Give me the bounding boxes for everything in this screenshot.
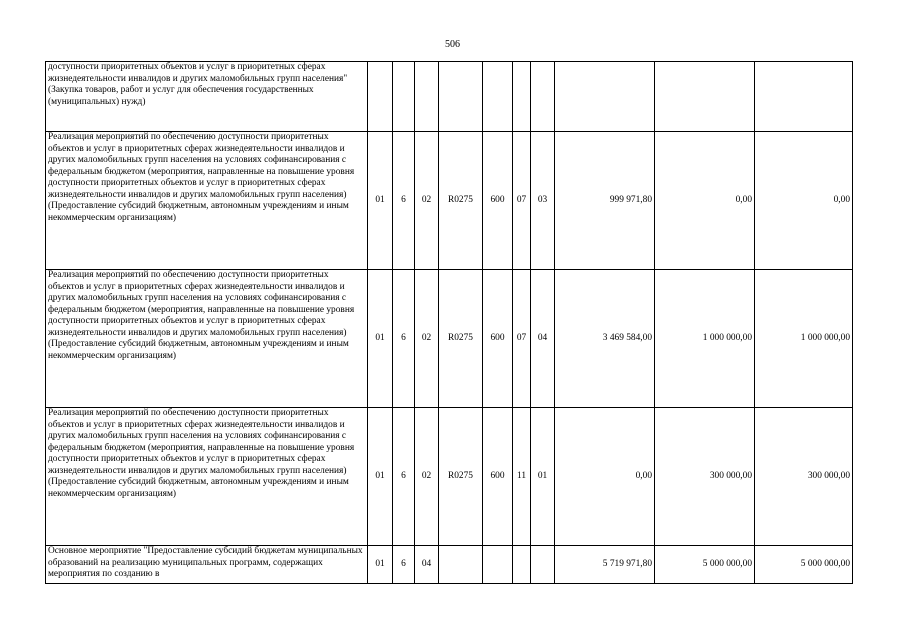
section-code: 07 — [513, 270, 531, 408]
expense-type-code: 600 — [483, 408, 513, 546]
direction-code: R0275 — [439, 132, 483, 270]
program-code: 01 — [368, 132, 393, 270]
expense-type-code — [483, 62, 513, 132]
section-code — [513, 62, 531, 132]
section-code: 11 — [513, 408, 531, 546]
table-row — [46, 270, 853, 408]
program-code: 01 — [368, 546, 393, 584]
amount-1: 5 719 971,80 — [555, 546, 655, 584]
amount-2: 300 000,00 — [655, 408, 755, 546]
table-row — [46, 546, 853, 584]
amount-3: 5 000 000,00 — [755, 546, 853, 584]
program-code — [368, 62, 393, 132]
table-row — [46, 132, 853, 270]
subsection-code: 03 — [531, 132, 555, 270]
row-description: доступности приоритетных объектов и услуг в приоритетных сферах жизнедеятельности инвалидов и других маломобильных групп населения" (Закупка товаров, работ и услуг для обеспечения государственных (муниципальных) нужд) — [46, 62, 368, 132]
row-description: Реализация мероприятий по обеспечению доступности приоритетных объектов и услуг в приоритетных сферах жизнедеятельности инвалидов и других маломобильных групп населения на условиях софинансирования с федеральным бюджетом (мероприятия, направленные на повышение уровня доступности приоритетных объектов и услуг в приоритетных сферах жизнедеятельности инвалидов и других маломобильных групп населения) (Предоставление субсидий бюджетным, автономным учреждениям и иным некоммерческим организациям) — [46, 132, 368, 270]
subsection-code — [531, 62, 555, 132]
main-event-code: 02 — [415, 270, 439, 408]
main-event-code: 04 — [415, 546, 439, 584]
amount-3 — [755, 62, 853, 132]
amount-2: 5 000 000,00 — [655, 546, 755, 584]
subprogram-code: 6 — [393, 546, 415, 584]
amount-2: 0,00 — [655, 132, 755, 270]
program-code: 01 — [368, 408, 393, 546]
amount-1: 999 971,80 — [555, 132, 655, 270]
direction-code: R0275 — [439, 270, 483, 408]
amount-1 — [555, 62, 655, 132]
expense-type-code: 600 — [483, 132, 513, 270]
section-code: 07 — [513, 132, 531, 270]
subprogram-code: 6 — [393, 270, 415, 408]
subprogram-code: 6 — [393, 408, 415, 546]
main-event-code — [415, 62, 439, 132]
subsection-code: 04 — [531, 270, 555, 408]
amount-3: 300 000,00 — [755, 408, 853, 546]
amount-2: 1 000 000,00 — [655, 270, 755, 408]
row-description: Реализация мероприятий по обеспечению доступности приоритетных объектов и услуг в приоритетных сферах жизнедеятельности инвалидов и других маломобильных групп населения на условиях софинансирования с федеральным бюджетом (мероприятия, направленные на повышение уровня доступности приоритетных объектов и услуг в приоритетных сферах жизнедеятельности инвалидов и других маломобильных групп населения) (Предоставление субсидий бюджетным, автономным учреждениям и иным некоммерческим организациям) — [46, 270, 368, 408]
subsection-code — [531, 546, 555, 584]
subprogram-code: 6 — [393, 132, 415, 270]
page-number: 506 — [445, 39, 460, 50]
budget-table — [45, 61, 853, 584]
direction-code — [439, 546, 483, 584]
subsection-code: 01 — [531, 408, 555, 546]
subprogram-code — [393, 62, 415, 132]
row-description: Реализация мероприятий по обеспечению доступности приоритетных объектов и услуг в приоритетных сферах жизнедеятельности инвалидов и других маломобильных групп населения на условиях софинансирования с федеральным бюджетом (мероприятия, направленные на повышение уровня доступности приоритетных объектов и услуг в приоритетных сферах жизнедеятельности инвалидов и других маломобильных групп населения) (Предоставление субсидий бюджетным, автономным учреждениям и иным некоммерческим организациям) — [46, 408, 368, 546]
main-event-code: 02 — [415, 408, 439, 546]
amount-1: 0,00 — [555, 408, 655, 546]
main-event-code: 02 — [415, 132, 439, 270]
amount-3: 1 000 000,00 — [755, 270, 853, 408]
amount-1: 3 469 584,00 — [555, 270, 655, 408]
amount-2 — [655, 62, 755, 132]
direction-code: R0275 — [439, 408, 483, 546]
table-row — [46, 408, 853, 546]
table-row — [46, 62, 853, 132]
amount-3: 0,00 — [755, 132, 853, 270]
direction-code — [439, 62, 483, 132]
expense-type-code — [483, 546, 513, 584]
expense-type-code: 600 — [483, 270, 513, 408]
row-description: Основное мероприятие "Предоставление субсидий бюджетам муниципальных образований на реализацию муниципальных программ, содержащих мероприятия по созданию в — [46, 546, 368, 584]
section-code — [513, 546, 531, 584]
program-code: 01 — [368, 270, 393, 408]
